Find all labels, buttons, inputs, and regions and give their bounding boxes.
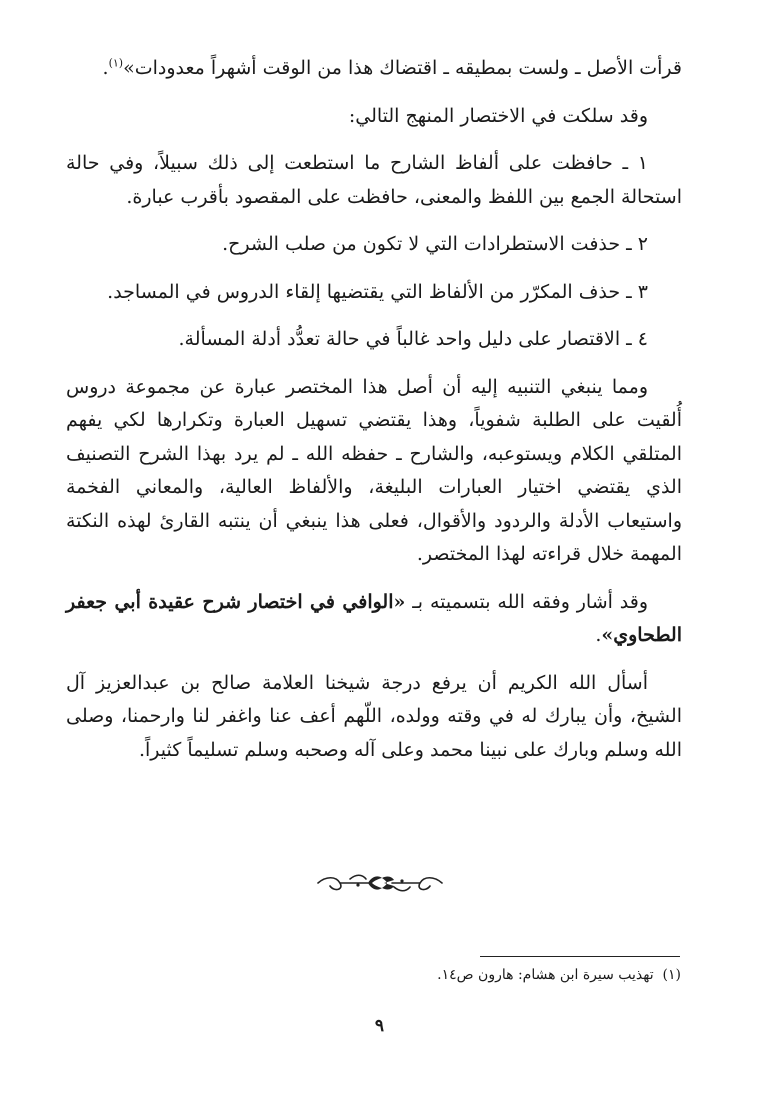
footnote-reference: (١): [108, 56, 124, 70]
footnote-marker: (١): [662, 967, 681, 983]
list-item-2: ٢ ـ حذفت الاستطرادات التي لا تكون من صلب الشرح.: [222, 233, 648, 255]
quote-text: قرأت الأصل ـ ولست بمطيقه ـ اقتضاك هذا من الوقت أشهراً معدودات»: [123, 57, 682, 79]
list-item-1: ١ ـ حافظت على ألفاظ الشارح ما استطعت إلى ذلك سبيلاً، وفي حالة استحالة الجمع بين اللفظ والمعنى، حافظت على المقصود بأقرب عبارة.: [66, 152, 682, 208]
footnote: [437, 967, 681, 983]
paragraph-method-intro: وقد سلكت في الاختصار المنهج التالي:: [348, 104, 648, 127]
list-item-4: ٤ ـ الاقتصار على دليل واحد غالباً في حالة تعدُّد أدلة المسألة.: [178, 328, 648, 350]
title-lead-text: وقد أشار وفقه الله بتسميته بـ: [405, 590, 648, 613]
ornament-divider-icon: [312, 870, 448, 896]
page-body: [66, 52, 682, 781]
list-item-3: ٣ ـ حذف المكرّر من الألفاظ التي يقتضيها إلقاء الدروس في المساجد.: [107, 280, 648, 303]
footnote-text: تهذيب سيرة ابن هشام: هارون ص١٤.: [437, 967, 654, 983]
paragraph-title-mention: [66, 586, 682, 653]
paragraph-quote-ending: [66, 52, 682, 86]
page-number: ٩: [374, 1016, 385, 1036]
book-title: «الوافي في اختصار شرح عقيدة أبي جعفر الطحاوي»: [66, 590, 682, 646]
paragraph-closing-prayer: أسأل الله الكريم أن يرفع درجة شيخنا العلامة صالح بن عبدالعزيز آل الشيخ، وأن يبارك له في وقته وولده، اللّهم أعف عنا واغفر لنا وارحمنا، وصلى الله وسلم وبارك على نبينا محمد وعلى آله وصحبه وسلم تسليماً كثيراً.: [66, 671, 682, 761]
quote-end-punct: .: [102, 57, 109, 79]
footnote-separator: [480, 956, 680, 957]
paragraph-note: ومما ينبغي التنبيه إليه أن أصل هذا المختصر عبارة عن مجموعة دروس أُلقيت على الطلبة شفوياً، وهذا يقتضي تسهيل العبارة وتكرارها لكي يفهم المتلقي الكلام ويستوعبه، والشارح ـ حفظه الله ـ لم يرد بهذا الشرح التصنيف الذي يقتضي اختيار العبارات البليغة، والألفاظ العالية، والمعاني الفخمة واستيعاب الأدلة والردود والأقوال، فعلى هذا ينبغي أن ينتبه القارئ لهذه النكتة المهمة خلال قراءته لهذا المختصر.: [66, 375, 682, 565]
title-end-punct: .: [595, 624, 602, 646]
